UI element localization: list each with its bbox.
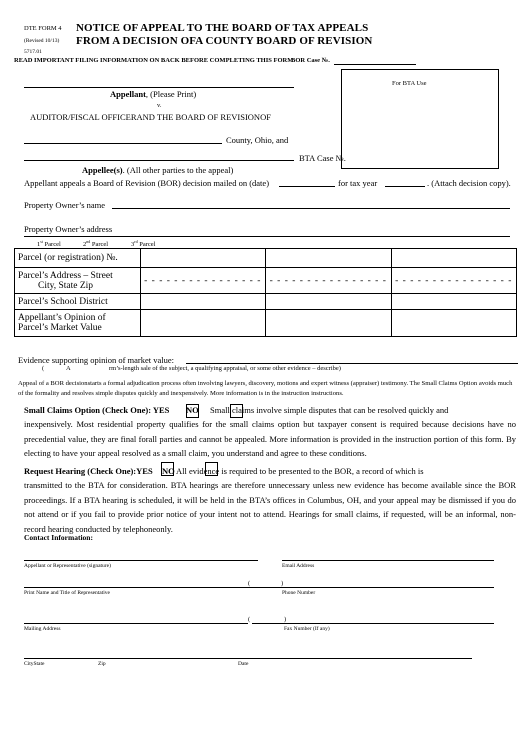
bor-case-field[interactable] <box>334 64 416 65</box>
appellant-label: Appellant <box>110 89 146 99</box>
zip-label: Zip <box>98 661 106 667</box>
appellees-label: Appellee(s) <box>82 165 123 175</box>
tax-year-field[interactable] <box>385 186 425 187</box>
print-name-label: Print Name and Title of Representative <box>24 590 110 596</box>
owner-name-label: Property Owner’s name <box>24 200 106 210</box>
parcel-2-number[interactable] <box>266 249 392 268</box>
appellees-field[interactable] <box>24 160 294 161</box>
parcel-3-number[interactable] <box>391 249 517 268</box>
phone-paren-open: ( <box>248 580 251 587</box>
parcel-header-2: 2nd Parcel <box>83 239 109 249</box>
table-row <box>15 249 517 268</box>
signature-field[interactable] <box>24 560 258 561</box>
decision-prefix: Appellant appeals a Board of Revision (BOR) decision mailed on (date) <box>24 178 270 188</box>
table-row <box>15 310 517 337</box>
parcel-2-school[interactable] <box>266 294 392 310</box>
fax-field[interactable] <box>252 623 494 624</box>
parcel-header-1: 1st Parcel <box>37 239 61 249</box>
parcel-header-3: 3rd Parcel <box>131 239 156 249</box>
phone-field[interactable] <box>252 587 494 588</box>
small-claims-no: NO <box>186 405 199 415</box>
appellant-field[interactable] <box>24 87 294 88</box>
bta-use-box <box>341 69 499 169</box>
mailing-address-label: Mailing Address <box>24 626 61 632</box>
parcel-1-school[interactable] <box>140 294 266 310</box>
decision-suffix: . (Attach decision copy). <box>427 178 511 188</box>
fax-paren-open: ( <box>248 616 251 623</box>
auditor-line: AUDITOR/FISCAL OFFICERAND THE BOARD OF REVISIONOF <box>30 112 271 122</box>
fax-label: Fax Number (If any) <box>284 626 330 632</box>
row-label: Parcel’s School District <box>15 294 141 310</box>
parcel-2-value[interactable] <box>266 310 392 337</box>
bor-case-label: BOR Case №. <box>291 57 330 64</box>
hearing-line1: All evidence is required to be presented to the BOR, a record of which is <box>176 466 424 476</box>
evidence-a: A <box>66 365 71 372</box>
versus-text: v. <box>157 102 162 109</box>
evidence-field[interactable] <box>186 363 518 364</box>
county-field[interactable] <box>24 143 222 144</box>
hearing-body: transmitted to the BTA for consideration. BTA hearings are therefore unnecessary unless new evidence has become available since the BOR proceedings. If a BTA hearing is scheduled, it will be held in the BTA’s offices in Columbus, OH, and your appeal may be dismissed if you do not attend or if you fail to provide prior notice of your intent not to attend. Hearings for small claims, if requested, will be an informal, non-record hearing conducted by telephoneonly. <box>24 480 516 534</box>
appellant-note: , (Please Print) <box>145 89 197 99</box>
evidence-paren: ( <box>42 365 45 372</box>
evidence-label: Evidence supporting opinion of market value: <box>18 355 175 365</box>
row-label: Parcel’s Address – Street City, State Zip <box>15 268 141 294</box>
print-name-field[interactable] <box>24 587 258 588</box>
form-title-line1: NOTICE OF APPEAL TO THE BOARD OF TAX APPEALS <box>76 22 369 34</box>
decision-date-field[interactable] <box>279 186 335 187</box>
small-claims-body: inexpensively. Most residential property qualifies for the small claims option but taxpayer consent is required because decisions have no precedential value, they are final forall parties and cannot be appealed. More information is provided in the instruction portion of this form. By electing to have your appeal resolved as a small claim, you understand and agree to these conditions. <box>24 419 516 458</box>
mailing-address-field[interactable] <box>24 623 248 624</box>
appellees-note: . (All other parties to the appeal) <box>122 165 234 175</box>
form-id: DTE FORM 4 <box>24 25 62 32</box>
email-field[interactable] <box>282 560 494 561</box>
fax-paren-close: ) <box>284 616 287 623</box>
bta-use-label: For BTA Use <box>392 80 427 87</box>
owner-address-label: Property Owner’s address <box>24 224 113 234</box>
city-state-zip-date-field[interactable] <box>24 658 472 659</box>
table-row <box>15 268 517 294</box>
hearing-no: NO <box>162 466 175 476</box>
parcel-1-value[interactable] <box>140 310 266 337</box>
phone-label: Phone Number <box>282 590 316 596</box>
appellees-caption <box>82 165 233 175</box>
form-code: 5717.01 <box>24 49 42 55</box>
owner-name-field[interactable] <box>112 208 510 209</box>
parcel-1-address[interactable]: - - - - - - - - - - - - - - - - <box>140 268 266 294</box>
parcel-3-school[interactable] <box>391 294 517 310</box>
owner-address-field[interactable] <box>24 236 510 237</box>
signature-label: Appellant or Representative (signature) <box>24 563 111 569</box>
adjudication-notice: Appeal of a BOR decisionstarts a formal adjudication process often involving lawyers, discovery, motions and expert witness (appraiser) testimony. The Small Claims Option avoids much of the formality and resolves simple disputes quickly and inexpensively. More information is in the instruction instructions. <box>18 380 513 397</box>
small-claims-line1: Small claims involve simple disputes that can be resolved quickly and <box>210 405 449 415</box>
county-label: County, Ohio, and <box>226 135 289 145</box>
tax-year-label: for tax year <box>338 178 378 188</box>
parcel-1-number[interactable] <box>140 249 266 268</box>
table-row <box>15 294 517 310</box>
appellant-caption <box>110 89 196 99</box>
bta-case-label: BTA Case №. <box>299 153 346 163</box>
parcel-table <box>14 248 517 337</box>
parcel-3-address[interactable]: - - - - - - - - - - - - - - - - <box>391 268 517 294</box>
parcel-3-value[interactable] <box>391 310 517 337</box>
small-claims-heading: Small Claims Option (Check One): YES <box>24 405 170 415</box>
evidence-note: rm’s-length sale of the subject, a qualifying appraisal, or some other evidence – describe) <box>109 365 341 372</box>
hearing-heading: Request Hearing (Check One):YES <box>24 466 153 476</box>
parcel-2-address[interactable]: - - - - - - - - - - - - - - - - <box>266 268 392 294</box>
form-title-line2: FROM A DECISION OFA COUNTY BOARD OF REVISION <box>76 35 373 47</box>
city-state-label: CityState <box>24 661 45 667</box>
row-label: Appellant’s Opinion of Parcel’s Market Value <box>15 310 141 337</box>
phone-paren-close: ) <box>281 580 284 587</box>
filing-instruction: READ IMPORTANT FILING INFORMATION ON BACK BEFORE COMPLETING THIS FORM <box>14 57 294 64</box>
contact-heading: Contact Information: <box>24 533 93 542</box>
revised-date: (Revised 10/13) <box>24 38 60 44</box>
row-label: Parcel (or registration) №. <box>15 249 141 268</box>
email-label: Email Address <box>282 563 315 569</box>
date-label: Date <box>238 661 249 667</box>
